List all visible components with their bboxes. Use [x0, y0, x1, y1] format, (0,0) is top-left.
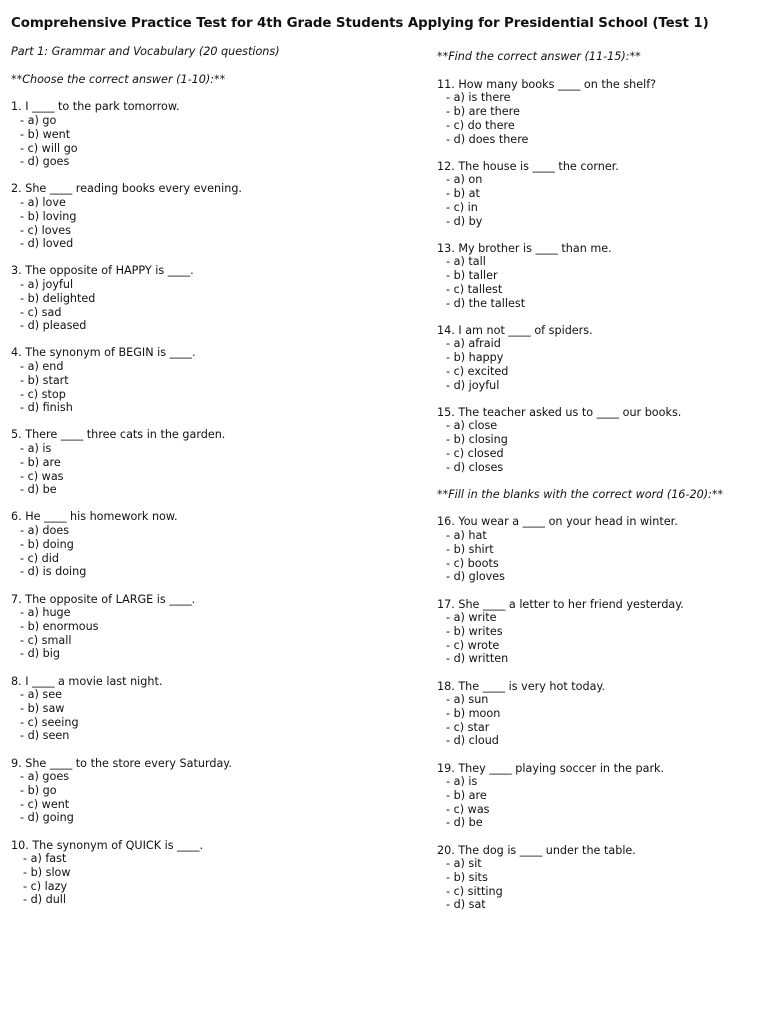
- answer-options: [437, 337, 757, 392]
- answer-option: - a) huge: [20, 606, 71, 620]
- answer-option: - c) closed: [446, 446, 504, 460]
- question-text: 16. You wear a ____ on your head in winter.: [437, 515, 678, 529]
- answer-option: - c) tallest: [446, 282, 503, 296]
- answer-option: - a) end: [20, 360, 64, 374]
- document-title: Comprehensive Practice Test for 4th Grade Students Applying for Presidential School (Test 1): [11, 16, 709, 31]
- answer-option: - b) doing: [20, 537, 74, 551]
- answer-option: - b) loving: [20, 209, 77, 223]
- answer-option: - d) written: [446, 652, 509, 666]
- question-text: 12. The house is ____ the corner.: [437, 159, 619, 173]
- answer-option: - d) be: [20, 483, 57, 497]
- answer-option: - b) start: [20, 373, 69, 387]
- answer-option: - d) seen: [20, 729, 70, 743]
- answer-option: - d) the tallest: [446, 296, 526, 310]
- question: [11, 100, 411, 169]
- section-a-heading: **Choose the correct answer (1-10):**: [11, 72, 226, 86]
- question-list-11-15: [437, 78, 757, 475]
- question: [437, 406, 757, 475]
- question-text: 14. I am not ____ of spiders.: [437, 323, 593, 337]
- answer-option: - b) closing: [446, 433, 508, 447]
- question-text: 18. The ____ is very hot today.: [437, 679, 606, 693]
- answer-option: - b) enormous: [20, 619, 99, 633]
- answer-options: [11, 770, 411, 825]
- answer-option: - b) at: [446, 187, 480, 201]
- answer-option: - a) does: [20, 524, 70, 538]
- answer-option: - d) joyful: [446, 378, 500, 392]
- answer-option: - c) excited: [446, 364, 509, 378]
- question-text: 10. The synonym of QUICK is ____.: [11, 838, 204, 852]
- answer-options: [11, 196, 411, 251]
- answer-option: - b) are: [446, 788, 487, 802]
- question: [437, 844, 757, 913]
- answer-option: - d) goes: [20, 155, 70, 169]
- answer-option: - c) seeing: [20, 715, 79, 729]
- answer-option: - c) small: [20, 633, 72, 647]
- answer-option: - d) gloves: [446, 570, 506, 584]
- answer-option: - b) are: [20, 455, 61, 469]
- answer-option: - a) on: [446, 173, 483, 187]
- answer-option: - c) will go: [20, 141, 78, 155]
- question-text: 20. The dog is ____ under the table.: [437, 843, 636, 857]
- question-list-1-10: [11, 100, 411, 907]
- answer-option: - a) tall: [446, 255, 486, 269]
- answer-options: [11, 360, 411, 415]
- answer-option: - d) be: [446, 816, 483, 830]
- question-text: 13. My brother is ____ than me.: [437, 241, 612, 255]
- answer-option: - a) goes: [20, 770, 70, 784]
- answer-option: - a) fast: [23, 852, 67, 866]
- answer-option: - d) dull: [23, 893, 67, 907]
- answer-options: [437, 173, 757, 228]
- question: [437, 324, 757, 393]
- answer-option: - b) are there: [446, 105, 520, 119]
- answer-options: [11, 442, 411, 497]
- answer-options: [437, 91, 757, 146]
- question-text: 2. She ____ reading books every evening.: [11, 182, 242, 196]
- question-text: 11. How many books ____ on the shelf?: [437, 77, 657, 91]
- answer-option: - c) sad: [20, 305, 62, 319]
- question: [11, 757, 411, 826]
- question: [11, 510, 411, 579]
- answer-option: - b) taller: [446, 269, 498, 283]
- answer-option: - a) hat: [446, 529, 487, 543]
- question: [11, 346, 411, 415]
- answer-option: - d) finish: [20, 401, 73, 415]
- answer-option: - d) loved: [20, 237, 74, 251]
- answer-option: - a) is there: [446, 91, 511, 105]
- answer-option: - c) lazy: [23, 879, 68, 893]
- answer-option: - c) went: [20, 797, 70, 811]
- answer-option: - c) was: [20, 469, 64, 483]
- answer-option: - b) shirt: [446, 542, 494, 556]
- answer-option: - a) is: [20, 442, 52, 456]
- answer-option: - d) cloud: [446, 734, 499, 748]
- question: [11, 182, 411, 251]
- question: [437, 680, 757, 749]
- answer-option: - c) was: [446, 802, 490, 816]
- answer-options: [437, 775, 757, 830]
- question: [437, 242, 757, 311]
- question: [11, 839, 411, 908]
- answer-option: - b) delighted: [20, 291, 96, 305]
- question-text: 7. The opposite of LARGE is ____.: [11, 592, 196, 606]
- answer-option: - b) saw: [20, 701, 65, 715]
- right-column: [437, 50, 757, 926]
- answer-option: - b) slow: [23, 865, 71, 879]
- answer-options: [437, 693, 757, 748]
- question-text: 3. The opposite of HAPPY is ____.: [11, 264, 194, 278]
- answer-option: - a) joyful: [20, 278, 74, 292]
- answer-option: - c) sitting: [446, 884, 503, 898]
- left-column: [11, 45, 411, 921]
- question: [437, 515, 757, 584]
- answer-options: [437, 419, 757, 474]
- answer-option: - c) loves: [20, 223, 71, 237]
- section-b-heading: **Find the correct answer (11-15):**: [437, 50, 641, 63]
- answer-option: - c) star: [446, 720, 490, 734]
- question: [437, 78, 757, 147]
- answer-option: - d) is doing: [20, 565, 87, 579]
- question: [11, 675, 411, 744]
- answer-option: - d) pleased: [20, 319, 87, 333]
- answer-option: - d) closes: [446, 460, 504, 474]
- question: [437, 598, 757, 667]
- answer-option: - a) go: [20, 114, 57, 128]
- question-text: 8. I ____ a movie last night.: [11, 674, 163, 688]
- answer-option: - d) big: [20, 647, 60, 661]
- answer-options: [11, 278, 411, 333]
- answer-option: - c) wrote: [446, 638, 500, 652]
- answer-option: - b) sits: [446, 870, 488, 884]
- answer-option: - d) by: [446, 214, 483, 228]
- question-text: 19. They ____ playing soccer in the park.: [437, 761, 665, 775]
- answer-option: - b) happy: [446, 351, 504, 365]
- answer-option: - d) going: [20, 811, 74, 825]
- answer-option: - a) see: [20, 688, 62, 702]
- answer-option: - b) moon: [446, 706, 501, 720]
- question-text: 6. He ____ his homework now.: [11, 510, 178, 524]
- question-list-16-20: [437, 515, 757, 912]
- answer-option: - a) sit: [446, 857, 482, 871]
- answer-option: - d) sat: [446, 898, 486, 912]
- answer-options: [11, 524, 411, 579]
- answer-option: - a) close: [446, 419, 498, 433]
- question: [11, 428, 411, 497]
- question-text: 15. The teacher asked us to ____ our books.: [437, 405, 682, 419]
- answer-options: [437, 857, 757, 912]
- answer-option: - d) does there: [446, 132, 529, 146]
- question-text: 4. The synonym of BEGIN is ____.: [11, 346, 196, 360]
- answer-option: - c) did: [20, 551, 59, 565]
- answer-options: [11, 688, 411, 743]
- answer-option: - a) afraid: [446, 337, 501, 351]
- section-c-heading: **Fill in the blanks with the correct word (16-20):**: [437, 487, 724, 501]
- answer-option: - a) love: [20, 196, 66, 210]
- answer-options: [437, 611, 757, 666]
- part1-heading: Part 1: Grammar and Vocabulary (20 questions): [11, 45, 280, 58]
- answer-options: [11, 114, 411, 169]
- question-text: 17. She ____ a letter to her friend yesterday.: [437, 597, 684, 611]
- answer-option: - b) writes: [446, 624, 503, 638]
- answer-option: - c) in: [446, 200, 478, 214]
- question: [437, 160, 757, 229]
- question-text: 5. There ____ three cats in the garden.: [11, 428, 226, 442]
- question-text: 9. She ____ to the store every Saturday.: [11, 756, 232, 770]
- answer-options: [437, 255, 757, 310]
- answer-option: - c) boots: [446, 556, 499, 570]
- answer-option: - c) do there: [446, 118, 515, 132]
- answer-option: - b) go: [20, 783, 57, 797]
- question: [11, 593, 411, 662]
- answer-option: - a) is: [446, 775, 478, 789]
- answer-option: - c) stop: [20, 387, 66, 401]
- answer-options: [437, 529, 757, 584]
- answer-option: - b) went: [20, 127, 71, 141]
- question: [437, 762, 757, 831]
- answer-option: - a) sun: [446, 693, 489, 707]
- answer-options: [11, 852, 411, 907]
- answer-option: - a) write: [446, 611, 497, 625]
- question: [11, 264, 411, 333]
- answer-options: [11, 606, 411, 661]
- question-text: 1. I ____ to the park tomorrow.: [11, 100, 180, 114]
